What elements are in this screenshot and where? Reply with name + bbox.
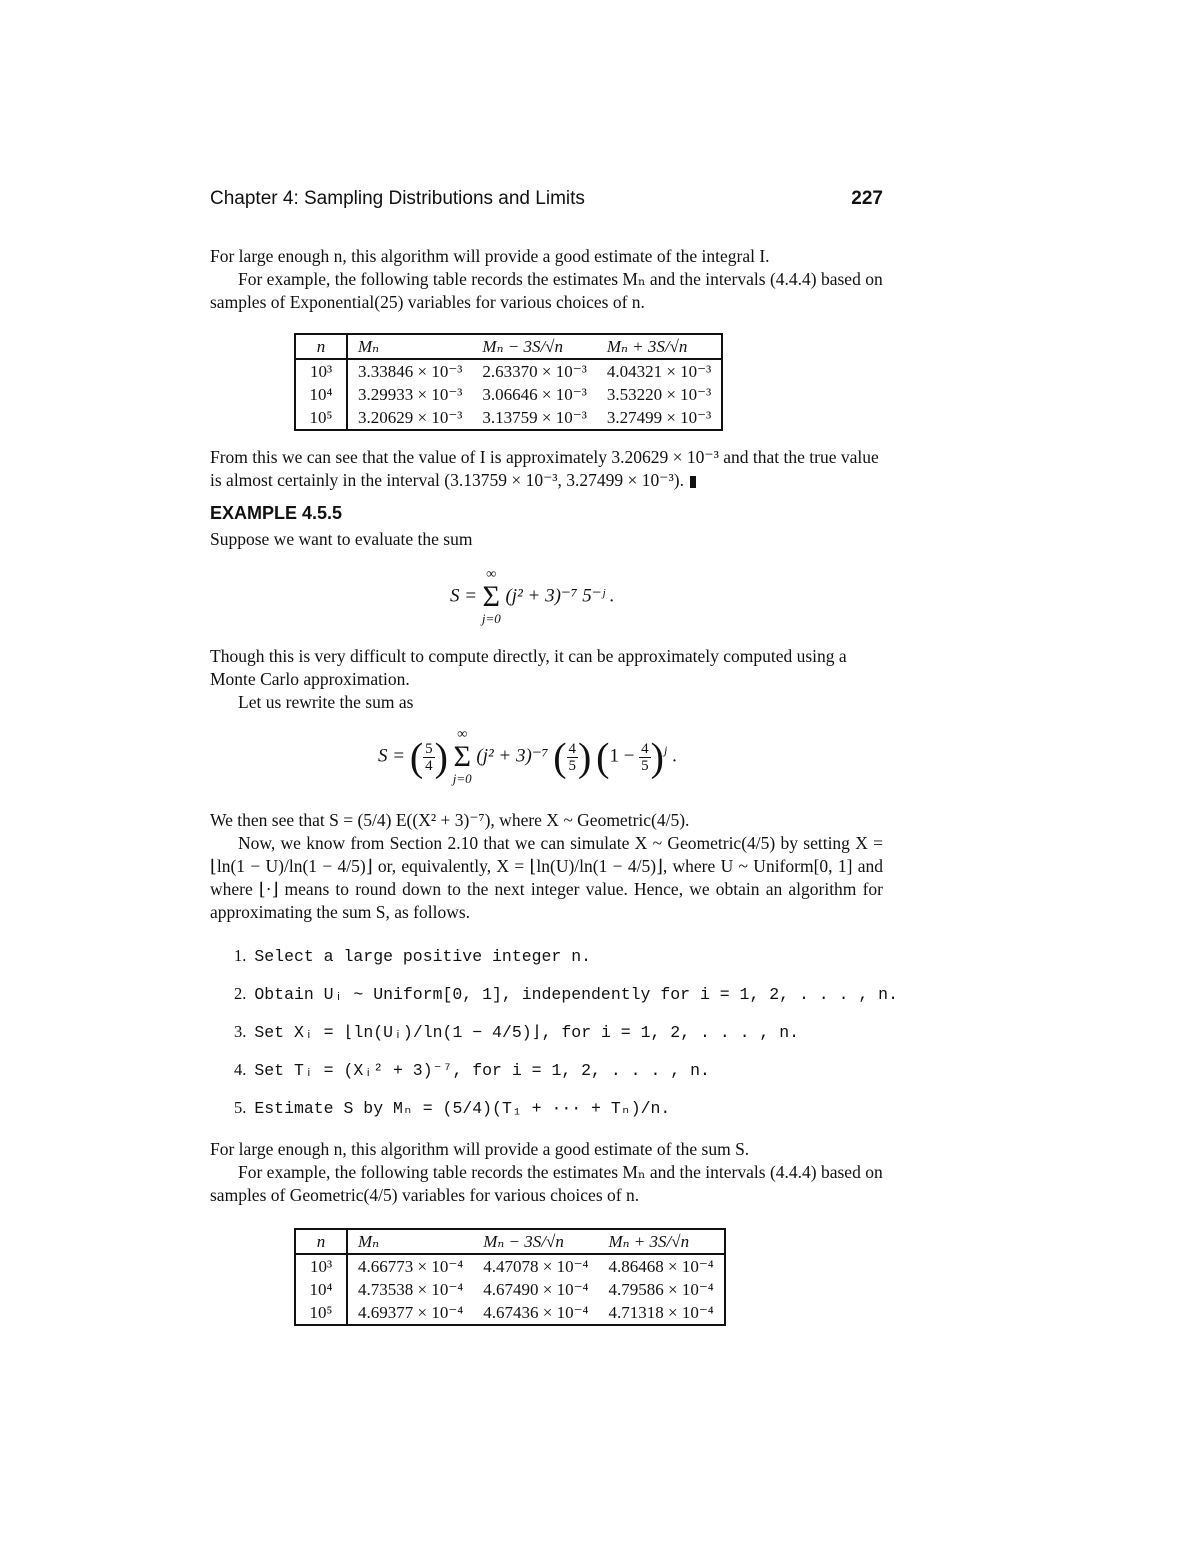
table-row (295, 1254, 725, 1278)
table-cell: 4.79586 × 10⁻⁴ (608, 1280, 714, 1299)
list-item: 3. Set Xᵢ = ⌊ln(Uᵢ)/ln(1 − 4/5)⌋, for i = 1, 2, . . . , n. (234, 1022, 800, 1042)
table-header-cell: n (295, 334, 347, 359)
sigma-symbol: Σ (482, 580, 500, 613)
table-cell: 3.53220 × 10⁻³ (606, 385, 712, 404)
paragraph-sum-intro: Suppose we want to evaluate the sum (210, 529, 473, 549)
table-row (295, 359, 722, 383)
sum-upper-limit: ∞ (457, 727, 468, 742)
sigma-symbol: Σ (453, 740, 471, 773)
table-row (295, 383, 722, 406)
paragraph-simulation: Now, we know from Section 2.10 that we can simulate X ~ Geometric(4/5) by setting X = ⌊ln(1 − U)/ln(1 − 4/5)⌋ or, equivalently, X = ⌊ln(U)/ln(1 − 4/5)⌋, where U ~ Uniform[0, 1] and where ⌊·⌋ means to round down to the next integer value. Hence, we obtain an algorithm for approximating the sum S, as follows. (210, 833, 883, 922)
table-cell: 4.73538 × 10⁻⁴ (358, 1280, 464, 1299)
table-cell: 4.04321 × 10⁻³ (606, 362, 712, 381)
eq-exponent: j (664, 743, 668, 758)
paragraph-expectation: We then see that S = (5/4) E((X² + 3)⁻⁷), where X ~ Geometric(4/5). (210, 810, 690, 830)
list-item: 5. Estimate S by Mₙ = (5/4)(T₁ + ··· + Tₙ)/n. (234, 1098, 671, 1118)
table-cell: 4.86468 × 10⁻⁴ (608, 1257, 714, 1276)
table-header-cell: Mₙ + 3S/√n (597, 334, 722, 359)
list-item: 2. Obtain Uᵢ ~ Uniform[0, 1], independently for i = 1, 2, . . . , n. (234, 984, 898, 1004)
table-cell: 10³ (295, 1254, 347, 1278)
list-item: 4. Set Tᵢ = (Xᵢ² + 3)⁻⁷, for i = 1, 2, . . . , n. (234, 1060, 710, 1080)
fraction: $\frac{4}{5}$ (568, 740, 577, 774)
table-cell: 10⁴ (295, 383, 347, 406)
results-table-geometric (294, 1228, 726, 1326)
eq-lhs: S = (450, 585, 478, 607)
chapter-title: Chapter 4: Sampling Distributions and Limits (210, 188, 585, 209)
fraction: $\frac{5}{4}$ (425, 740, 433, 774)
eq-period: . (672, 745, 677, 767)
table-cell: 4.67436 × 10⁻⁴ (483, 1303, 589, 1322)
table-cell: 10⁴ (295, 1278, 347, 1301)
summation-operator (453, 728, 472, 786)
table-cell: 3.33846 × 10⁻³ (358, 362, 463, 381)
table-row (295, 406, 722, 430)
table-cell: 3.27499 × 10⁻³ (606, 408, 712, 427)
table-cell: 3.06646 × 10⁻³ (482, 385, 587, 404)
running-header (210, 188, 883, 214)
table-cell: 3.13759 × 10⁻³ (482, 408, 587, 427)
table-cell: 4.67490 × 10⁻⁴ (483, 1280, 589, 1299)
table-header-cell: Mₙ − 3S/√n (472, 334, 596, 359)
paragraph-integral-estimate: For large enough n, this algorithm will provide a good estimate of the integral I. (210, 246, 770, 266)
table-cell: 2.63370 × 10⁻³ (482, 362, 587, 381)
table-cell: 4.66773 × 10⁻⁴ (358, 1257, 464, 1276)
table-row (295, 1301, 725, 1325)
paragraph-rewrite: Let us rewrite the sum as (238, 692, 414, 712)
equation-rewritten-sum: S = ( $\frac{5}{4}$ ) ∞ Σ j=0 (j² + 3)⁻⁷ ( $\frac{4}{5}$ ) (1 − $\frac{4}{5}$ )$^j$ . (378, 727, 677, 786)
table-header-cell: Mₙ − 3S/√n (473, 1229, 598, 1254)
table-cell: 10³ (295, 359, 347, 383)
table-header-row (295, 334, 722, 359)
algorithm-steps (234, 942, 898, 1132)
conclusion-text: From this we can see that the value of I is approximately 3.20629 × 10⁻³ and that the true value is almost certainly in the interval (3.13759 × 10⁻³, 3.27499 × 10⁻³). (210, 447, 879, 490)
table-cell: 3.20629 × 10⁻³ (358, 408, 463, 427)
paragraph-table1-intro: For example, the following table records the estimates Mₙ and the intervals (4.4.4) based on samples of Exponential(25) variables for various choices of n. (210, 269, 883, 312)
table-header-cell: Mₙ (347, 334, 472, 359)
paragraph-conclusion (210, 446, 883, 492)
paragraph-monte-carlo: Though this is very difficult to compute directly, it can be approximately computed using a Monte Carlo approximation. (210, 646, 847, 689)
fraction: $\frac{4}{5}$ (641, 740, 649, 774)
table-cell: 4.71318 × 10⁻⁴ (608, 1303, 714, 1322)
table-header-row (295, 1229, 725, 1254)
example-heading: EXAMPLE 4.5.5 (210, 503, 343, 523)
equation-sum-definition (450, 568, 614, 626)
one-minus: 1 − (609, 745, 635, 767)
table-cell: 4.69377 × 10⁻⁴ (358, 1303, 464, 1322)
eq-mid-term: (j² + 3)⁻⁷ (476, 745, 549, 767)
page-number: 227 (851, 188, 883, 209)
sum-lower-limit: j=0 (481, 611, 501, 626)
eq-term: (j² + 3)⁻⁷ 5⁻ʲ . (505, 585, 615, 607)
paragraph-sum-estimate: For large enough n, this algorithm will provide a good estimate of the sum S. (210, 1139, 750, 1159)
sum-upper-limit: ∞ (486, 567, 497, 582)
table-cell: 3.29933 × 10⁻³ (358, 385, 463, 404)
table-row (295, 1278, 725, 1301)
table-cell: 10⁵ (295, 406, 347, 430)
sum-lower-limit: j=0 (452, 771, 472, 786)
table-header-cell: n (295, 1229, 347, 1254)
table-cell: 10⁵ (295, 1301, 347, 1325)
eq-lhs: S = (378, 745, 406, 767)
results-table-exponential (294, 333, 723, 431)
qed-mark (690, 476, 696, 488)
table-cell: 4.47078 × 10⁻⁴ (483, 1257, 589, 1276)
summation-operator (482, 568, 501, 626)
list-item: 1. Select a large positive integer n. (234, 946, 592, 966)
table-header-cell: Mₙ (347, 1229, 473, 1254)
paragraph-table2-intro: For example, the following table records the estimates Mₙ and the intervals (4.4.4) based on samples of Geometric(4/5) variables for various choices of n. (210, 1162, 883, 1205)
table-header-cell: Mₙ + 3S/√n (599, 1229, 725, 1254)
